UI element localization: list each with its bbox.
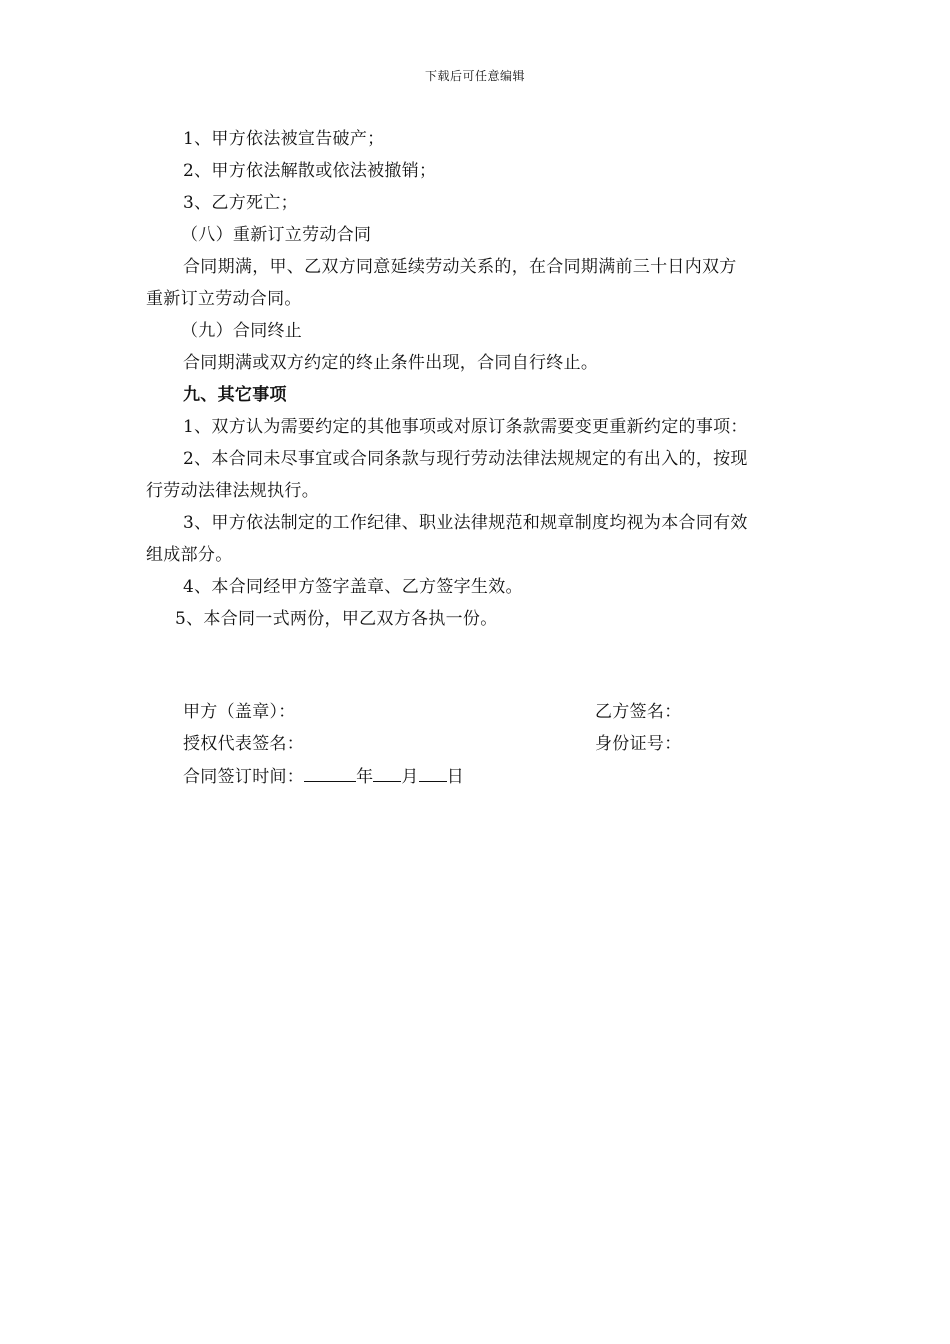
party-b-sign-label: 乙方签名： <box>595 702 682 722</box>
clause-line: 1、双方认为需要约定的其他事项或对原订条款需要变更重新约定的事项： <box>183 417 748 437</box>
authorized-rep-label: 授权代表签名： <box>183 734 305 754</box>
section-subheading: （八）重新订立劳动合同 <box>181 225 372 245</box>
clause-line: 2、本合同未尽事宜或合同条款与现行劳动法律法规规定的有出入的，按现 <box>183 449 748 469</box>
month-label: 月 <box>401 767 419 787</box>
month-blank <box>373 765 401 782</box>
section-subheading: （九）合同终止 <box>181 321 303 341</box>
id-number-label: 身份证号： <box>595 734 682 754</box>
paragraph-line: 重新订立劳动合同。 <box>146 289 302 309</box>
clause-line: 5、本合同一式两份，甲乙双方各执一份。 <box>175 609 498 629</box>
clause-line: 3、甲方依法制定的工作纪律、职业法律规范和规章制度均视为本合同有效 <box>183 513 748 533</box>
clause-line: 4、本合同经甲方签字盖章、乙方签字生效。 <box>183 577 523 597</box>
day-blank <box>419 765 447 782</box>
clause-line: 2、甲方依法解散或依法被撤销； <box>183 161 437 181</box>
page-header-note: 下载后可任意编辑 <box>424 69 525 83</box>
day-label: 日 <box>446 767 465 787</box>
paragraph-line: 组成部分。 <box>146 545 233 565</box>
year-blank <box>304 765 356 782</box>
paragraph-line: 合同期满或双方约定的终止条件出现，合同自行终止。 <box>183 353 599 373</box>
paragraph-line: 合同期满，甲、乙双方同意延续劳动关系的，在合同期满前三十日内双方 <box>183 257 737 277</box>
clause-line: 3、乙方死亡； <box>183 193 298 213</box>
year-label: 年 <box>356 767 374 787</box>
sign-date-label: 合同签订时间： <box>183 767 305 787</box>
paragraph-line: 行劳动法律法规执行。 <box>146 481 319 501</box>
section-heading: 九、其它事项 <box>183 385 287 405</box>
sign-date-row <box>183 765 464 788</box>
clause-line: 1、甲方依法被宣告破产； <box>183 129 385 149</box>
party-a-seal-label: 甲方（盖章）： <box>183 702 296 722</box>
